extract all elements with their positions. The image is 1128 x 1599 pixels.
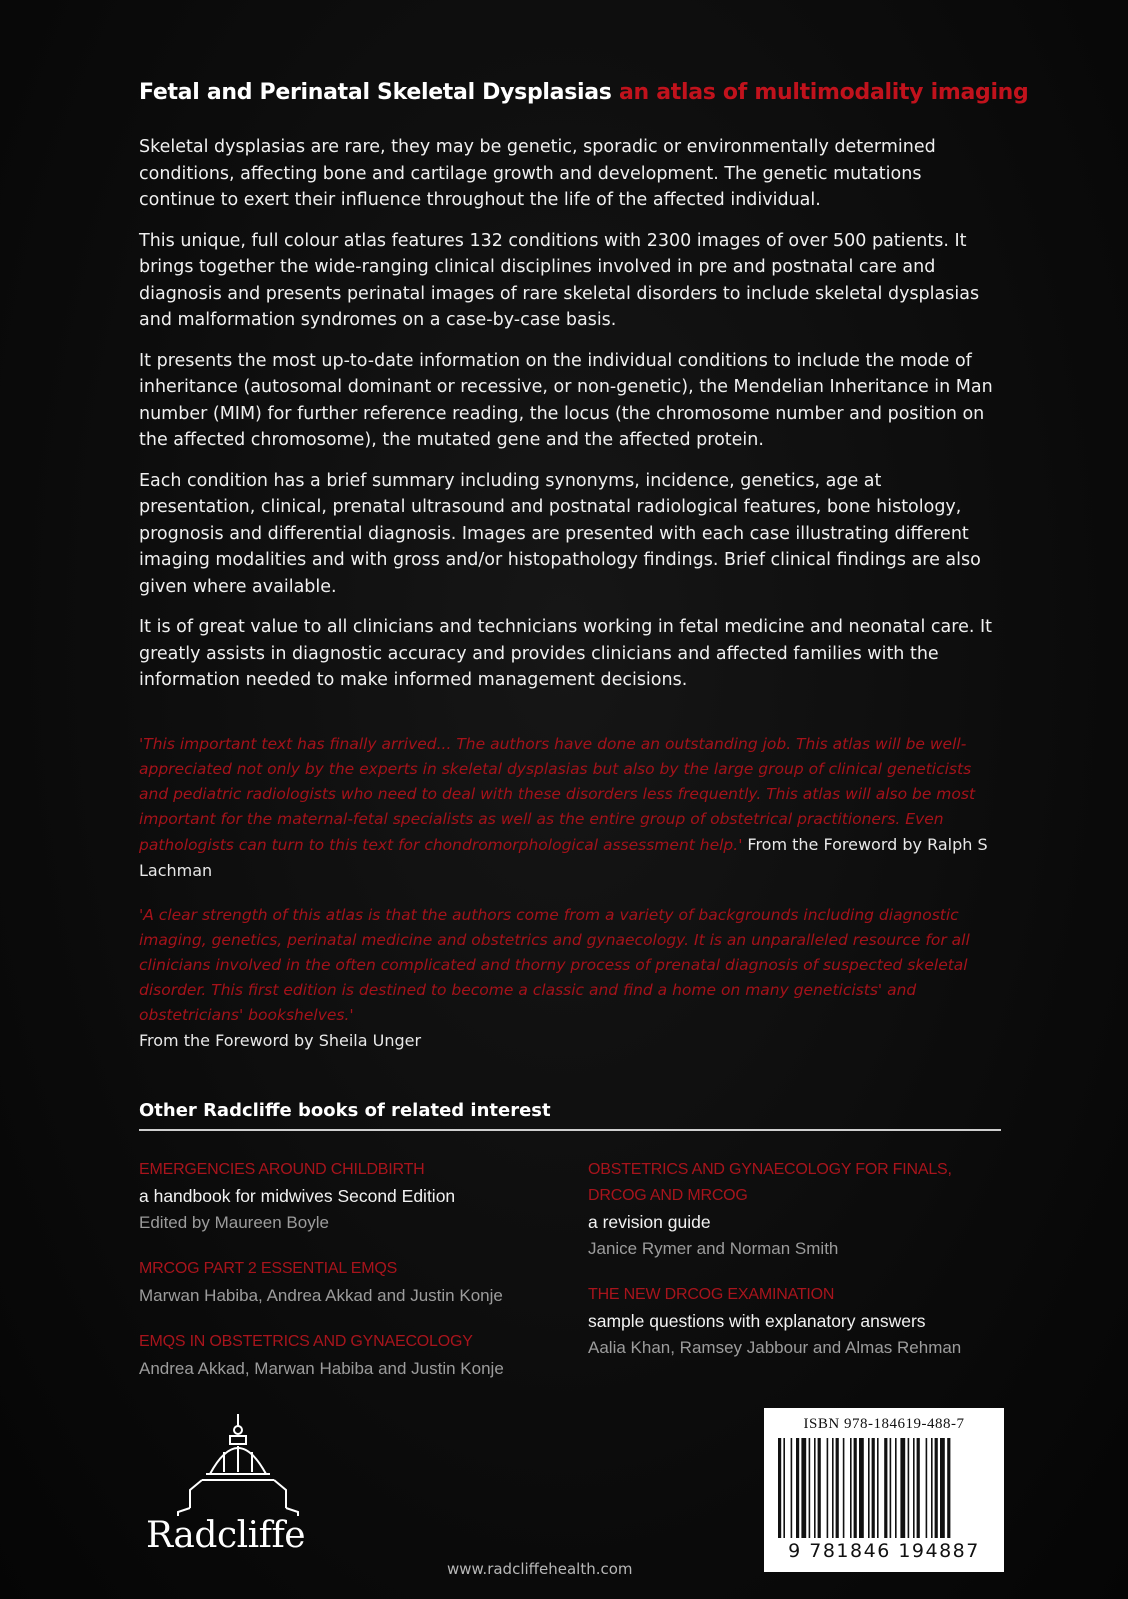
related-book [588,1157,1008,1262]
related-book [139,1157,559,1236]
book-subtitle: an atlas of multimodality imaging [618,80,1029,105]
review-quote [139,732,999,884]
blurb-paragraph: It is of great value to all clinicians and technicians working in fetal medicine and neonatal care. It greatly assists in diagnostic accuracy and provides clinicians and affected families with the information needed to make informed management decisions. [139,617,992,690]
review-quote [139,903,999,1054]
related-book-title: OBSTETRICS AND GYNAECOLOGY FOR FINALS, DRCOG AND MRCOG [588,1161,952,1204]
review-quote-attribution: From the Foreword by Ralph S Lachman [139,835,988,880]
related-book-authors: Edited by Maureen Boyle [139,1213,329,1232]
blurb [139,134,999,708]
review-quote-text: 'A clear strength of this atlas is that the authors come from a variety of backgrounds including diagnostic imaging, genetics, perinatal medicine and obstetrics and gynaecology. It is an unparalleled resource for all clinicians involved in the often complicated and thorny process of prenatal diagnosis of suspected skeletal disorder. This first edition is destined to become a classic and find a home on many geneticists' and obstetricians' bookshelves.' [139,906,970,1024]
related-books-left-column [139,1157,559,1402]
related-book [588,1282,1008,1361]
publisher-website: www.radcliffehealth.com [447,1560,633,1578]
isbn-digits: 9 781846 194887 [788,1540,980,1562]
related-book-title: MRCOG PART 2 ESSENTIAL EMQS [139,1260,398,1277]
isbn-barcode [764,1408,1004,1572]
related-book [139,1329,559,1382]
related-book-authors: Marwan Habiba, Andrea Akkad and Justin Konje [139,1286,503,1305]
isbn-label: ISBN 978-184619-488-7 [803,1416,965,1432]
review-quote-attribution: From the Foreword by Sheila Unger [139,1031,422,1050]
book-title-main: Fetal and Perinatal Skeletal Dysplasias [139,80,612,105]
blurb-paragraph: It presents the most up-to-date information on the individual conditions to include the mode of inheritance (autosomal dominant or recessive, or non-genetic), the Mendelian Inheritance in Man number (MIM) for further reference reading, the locus (the chromosome number and position on the affected chromosome), the mutated gene and the affected protein. [139,350,993,450]
blurb-paragraph: Each condition has a brief summary including synonyms, incidence, genetics, age at presentation, clinical, prenatal ultrasound and postnatal radiological features, bone histology, prognosis and differential diagnosis. Images are presented with each case illustrating different imaging modalities and with gross and/or histopathology findings. Brief clinical findings are also given where available. [139,470,981,597]
related-books-right-column [588,1157,1008,1381]
related-book [139,1256,559,1309]
related-books-heading: Other Radcliffe books of related interest [139,1100,551,1121]
related-book-subtitle: a handbook for midwives Second Edition [139,1186,456,1206]
divider [139,1129,1001,1131]
blurb-paragraph: Skeletal dysplasias are rare, they may be genetic, sporadic or environmentally determined conditions, affecting bone and cartilage growth and development. The genetic mutations continue to exert their influence throughout the life of the affected individual. [139,137,936,210]
related-book-title: EMQS IN OBSTETRICS AND GYNAECOLOGY [139,1333,473,1350]
related-book-subtitle: a revision guide [588,1212,711,1232]
related-book-title: THE NEW DRCOG EXAMINATION [588,1286,835,1303]
related-book-title: EMERGENCIES AROUND CHILDBIRTH [139,1161,425,1178]
publisher-logo-text: Radcliffe [146,1515,306,1556]
review-quote-text: 'This important text has finally arrived... The authors have done an outstanding job. This atlas will be well-appreciated not only by the experts in skeletal dysplasias but also by the large group of clinical geneticists and pediatric radiologists who need to deal with these disorders less frequently. This atlas will also be most important for the maternal-fetal specialists as well as the entire group of obstetrical practitioners. Even pathologists can turn to this text for chondromorphological assessment help.' [139,735,976,854]
related-book-authors: Janice Rymer and Norman Smith [588,1239,839,1258]
barcode-bars [778,1438,990,1538]
blurb-paragraph: This unique, full colour atlas features 132 conditions with 2300 images of over 500 patients. It brings together the wide-ranging clinical disciplines involved in pre and postnatal care and diagnosis and presents perinatal images of rare skeletal disorders to include skeletal dysplasias and malformation syndromes on a case-by-case basis. [139,230,980,330]
book-title [139,80,1029,105]
related-book-authors: Andrea Akkad, Marwan Habiba and Justin Konje [139,1359,504,1378]
related-book-subtitle: sample questions with explanatory answers [588,1311,926,1331]
related-book-authors: Aalia Khan, Ramsey Jabbour and Almas Rehman [588,1338,962,1357]
